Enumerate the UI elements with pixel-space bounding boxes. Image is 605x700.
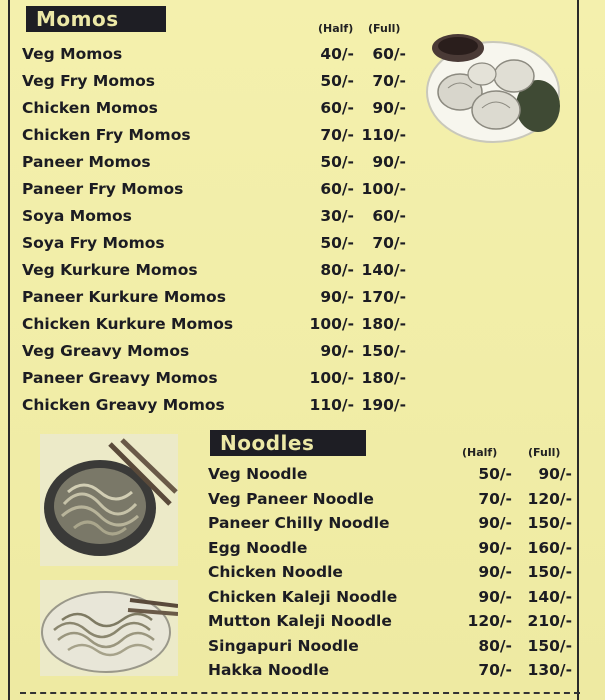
full-price: 150/- xyxy=(527,514,572,532)
item-name: Singapuri Noodle xyxy=(208,636,359,655)
noodles-menu-item xyxy=(208,490,572,517)
noodles-menu-item xyxy=(208,563,572,590)
item-name: Chicken Fry Momos xyxy=(22,126,191,144)
left-border xyxy=(8,0,10,700)
full-price: 90/- xyxy=(538,465,572,483)
momos-menu-item xyxy=(22,315,406,342)
momos-menu-item xyxy=(22,126,406,153)
noodles-bowl-photo xyxy=(40,434,178,566)
half-price: 70/- xyxy=(478,661,512,679)
momos-menu-item xyxy=(22,369,406,396)
momos-menu-item xyxy=(22,45,406,72)
full-price: 150/- xyxy=(527,563,572,581)
full-price: 160/- xyxy=(527,538,572,557)
full-price: 100/- xyxy=(361,180,406,198)
full-price: 180/- xyxy=(361,315,406,333)
full-price: 70/- xyxy=(372,72,406,90)
item-name: Hakka Noodle xyxy=(208,661,330,679)
full-price: 170/- xyxy=(361,288,406,306)
half-price: 90/- xyxy=(478,563,512,581)
item-name: Paneer Greavy Momos xyxy=(22,369,218,387)
half-price: 50/- xyxy=(320,72,354,90)
item-name: Paneer Chilly Noodle xyxy=(208,514,390,532)
noodles-menu-item xyxy=(208,637,572,664)
full-price: 70/- xyxy=(372,234,406,252)
momos-menu-item xyxy=(22,207,406,234)
item-name: Chicken Kurkure Momos xyxy=(22,315,234,333)
full-price: 140/- xyxy=(361,261,406,279)
half-price: 90/- xyxy=(320,342,354,360)
noodles-menu-item xyxy=(208,588,572,615)
full-price: 190/- xyxy=(361,396,406,414)
momos-menu-item xyxy=(22,261,406,288)
half-price: 90/- xyxy=(478,514,512,532)
noodles-menu-item xyxy=(208,661,572,688)
half-price: 80/- xyxy=(320,261,354,279)
full-price: 210/- xyxy=(527,612,572,630)
half-price: 90/- xyxy=(478,538,512,557)
momos-menu-item xyxy=(22,396,406,423)
item-name: Paneer Kurkure Momos xyxy=(22,288,226,306)
half-price: 110/- xyxy=(309,396,354,414)
half-price: 70/- xyxy=(320,126,354,144)
item-name: Veg Paneer Noodle xyxy=(208,489,374,508)
item-name: Veg Momos xyxy=(22,45,123,63)
full-price: 150/- xyxy=(361,342,406,360)
momos-menu-item xyxy=(22,153,406,180)
noodles-heading: Noodles xyxy=(210,430,366,456)
half-price: 90/- xyxy=(478,587,512,606)
noodles-full-label: (Full) xyxy=(528,446,561,459)
item-name: Chicken Kaleji Noodle xyxy=(208,587,398,606)
item-name: Paneer Fry Momos xyxy=(22,180,184,198)
half-price: 40/- xyxy=(320,45,354,63)
item-name: Veg Greavy Momos xyxy=(22,342,190,360)
full-price: 90/- xyxy=(372,99,406,117)
right-border xyxy=(577,0,579,700)
half-price: 80/- xyxy=(478,636,512,655)
item-name: Paneer Momos xyxy=(22,153,151,171)
noodles-menu-item xyxy=(208,612,572,639)
noodles-menu-item xyxy=(208,465,572,492)
full-price: 150/- xyxy=(527,636,572,655)
item-name: Chicken Momos xyxy=(22,99,158,117)
momos-menu-item xyxy=(22,72,406,99)
half-price: 100/- xyxy=(309,369,354,387)
half-price: 60/- xyxy=(320,180,354,198)
item-name: Egg Noodle xyxy=(208,538,308,557)
full-price: 130/- xyxy=(527,661,572,679)
item-name: Chicken Noodle xyxy=(208,563,343,581)
momos-menu-item xyxy=(22,99,406,126)
half-price: 90/- xyxy=(320,288,354,306)
noodles-menu-item xyxy=(208,539,572,566)
full-price: 120/- xyxy=(527,489,572,508)
full-price: 90/- xyxy=(372,153,406,171)
full-price: 180/- xyxy=(361,369,406,387)
half-price: 50/- xyxy=(478,465,512,483)
momos-menu-item xyxy=(22,234,406,261)
bottom-divider xyxy=(20,692,580,694)
item-name: Soya Fry Momos xyxy=(22,234,165,252)
item-name: Veg Noodle xyxy=(208,465,308,483)
momos-menu-item xyxy=(22,180,406,207)
half-price: 50/- xyxy=(320,234,354,252)
half-price: 50/- xyxy=(320,153,354,171)
item-name: Chicken Greavy Momos xyxy=(22,396,225,414)
item-name: Veg Kurkure Momos xyxy=(22,261,198,279)
full-price: 110/- xyxy=(361,126,406,144)
full-price: 140/- xyxy=(527,587,572,606)
half-price: 30/- xyxy=(320,207,354,225)
momos-half-label: (Half) xyxy=(318,22,354,35)
half-price: 60/- xyxy=(320,99,354,117)
momos-heading: Momos xyxy=(26,6,166,32)
full-price: 60/- xyxy=(372,207,406,225)
half-price: 100/- xyxy=(309,315,354,333)
full-price: 60/- xyxy=(372,45,406,63)
half-price: 120/- xyxy=(467,612,512,630)
half-price: 70/- xyxy=(478,489,512,508)
momos-menu-item xyxy=(22,288,406,315)
noodles-half-label: (Half) xyxy=(462,446,498,459)
item-name: Soya Momos xyxy=(22,207,132,225)
item-name: Veg Fry Momos xyxy=(22,72,155,90)
noodles-menu-item xyxy=(208,514,572,541)
noodles-plate-photo xyxy=(40,580,178,676)
momos-photo xyxy=(418,28,568,146)
momos-menu-item xyxy=(22,342,406,369)
item-name: Mutton Kaleji Noodle xyxy=(208,612,392,630)
momos-full-label: (Full) xyxy=(368,22,401,35)
